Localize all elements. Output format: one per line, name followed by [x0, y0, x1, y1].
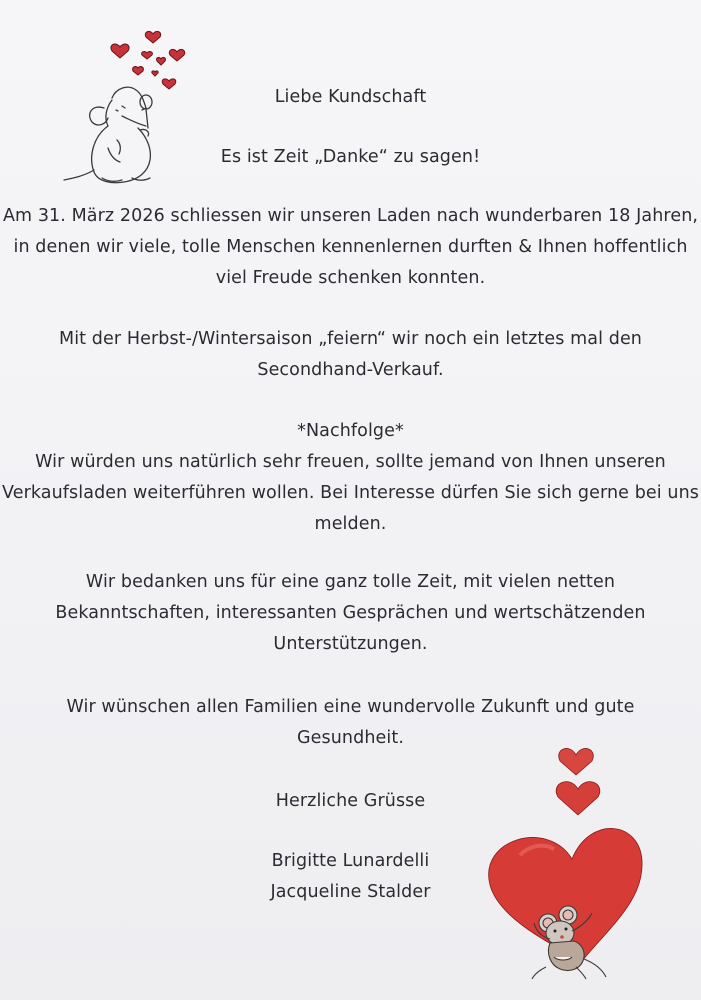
paragraph-thanks — [0, 567, 701, 660]
headline-text: Es ist Zeit „Danke“ zu sagen! — [220, 147, 481, 167]
signature-name: Brigitte Lunardelli — [271, 851, 430, 871]
paragraph-closing-announcement — [0, 201, 701, 294]
paragraph-last-sale — [0, 324, 701, 386]
paragraph-line: Am 31. März 2026 schliessen wir unseren Laden nach wunderbaren 18 Jahren, — [2, 206, 699, 226]
paragraph-line: Unterstützungen. — [273, 634, 428, 654]
section-succession — [0, 416, 701, 540]
section-title: *Nachfolge* — [297, 421, 404, 441]
paragraph-line: in denen wir viele, tolle Menschen kennenlernen durften & Ihnen hoffentlich — [13, 237, 688, 257]
paragraph-line: Wir würden uns natürlich sehr freuen, sollte jemand von Ihnen unseren — [35, 452, 666, 472]
paragraph-line: Gesundheit. — [297, 728, 404, 748]
signature-name: Jacqueline Stalder — [270, 882, 431, 902]
paragraph-line: Bekanntschaften, interessanten Gesprächen und wertschätzenden — [55, 603, 646, 623]
paragraph-line: Verkaufsladen weiterführen wollen. Bei Interesse dürfen Sie sich gerne bei uns — [1, 483, 699, 503]
paragraph-line: Mit der Herbst-/Wintersaison „feiern“ wir noch ein letztes mal den — [59, 329, 642, 349]
paragraph-line: Wir bedanken uns für eine ganz tolle Zeit, mit vielen netten — [85, 572, 616, 592]
headline — [0, 142, 701, 173]
paragraph-line: melden. — [314, 514, 387, 534]
paragraph-line: Wir wünschen allen Familien eine wundervolle Zukunft und gute — [66, 697, 635, 717]
closing-text: Herzliche Grüsse — [275, 791, 426, 811]
paragraph-line: Secondhand-Verkauf. — [257, 360, 444, 380]
paragraph-line: viel Freude schenken konnten. — [215, 268, 486, 288]
greeting — [0, 82, 701, 113]
mouse-carrying-heart-icon — [480, 735, 670, 980]
greeting-text: Liebe Kundschaft — [274, 87, 427, 107]
